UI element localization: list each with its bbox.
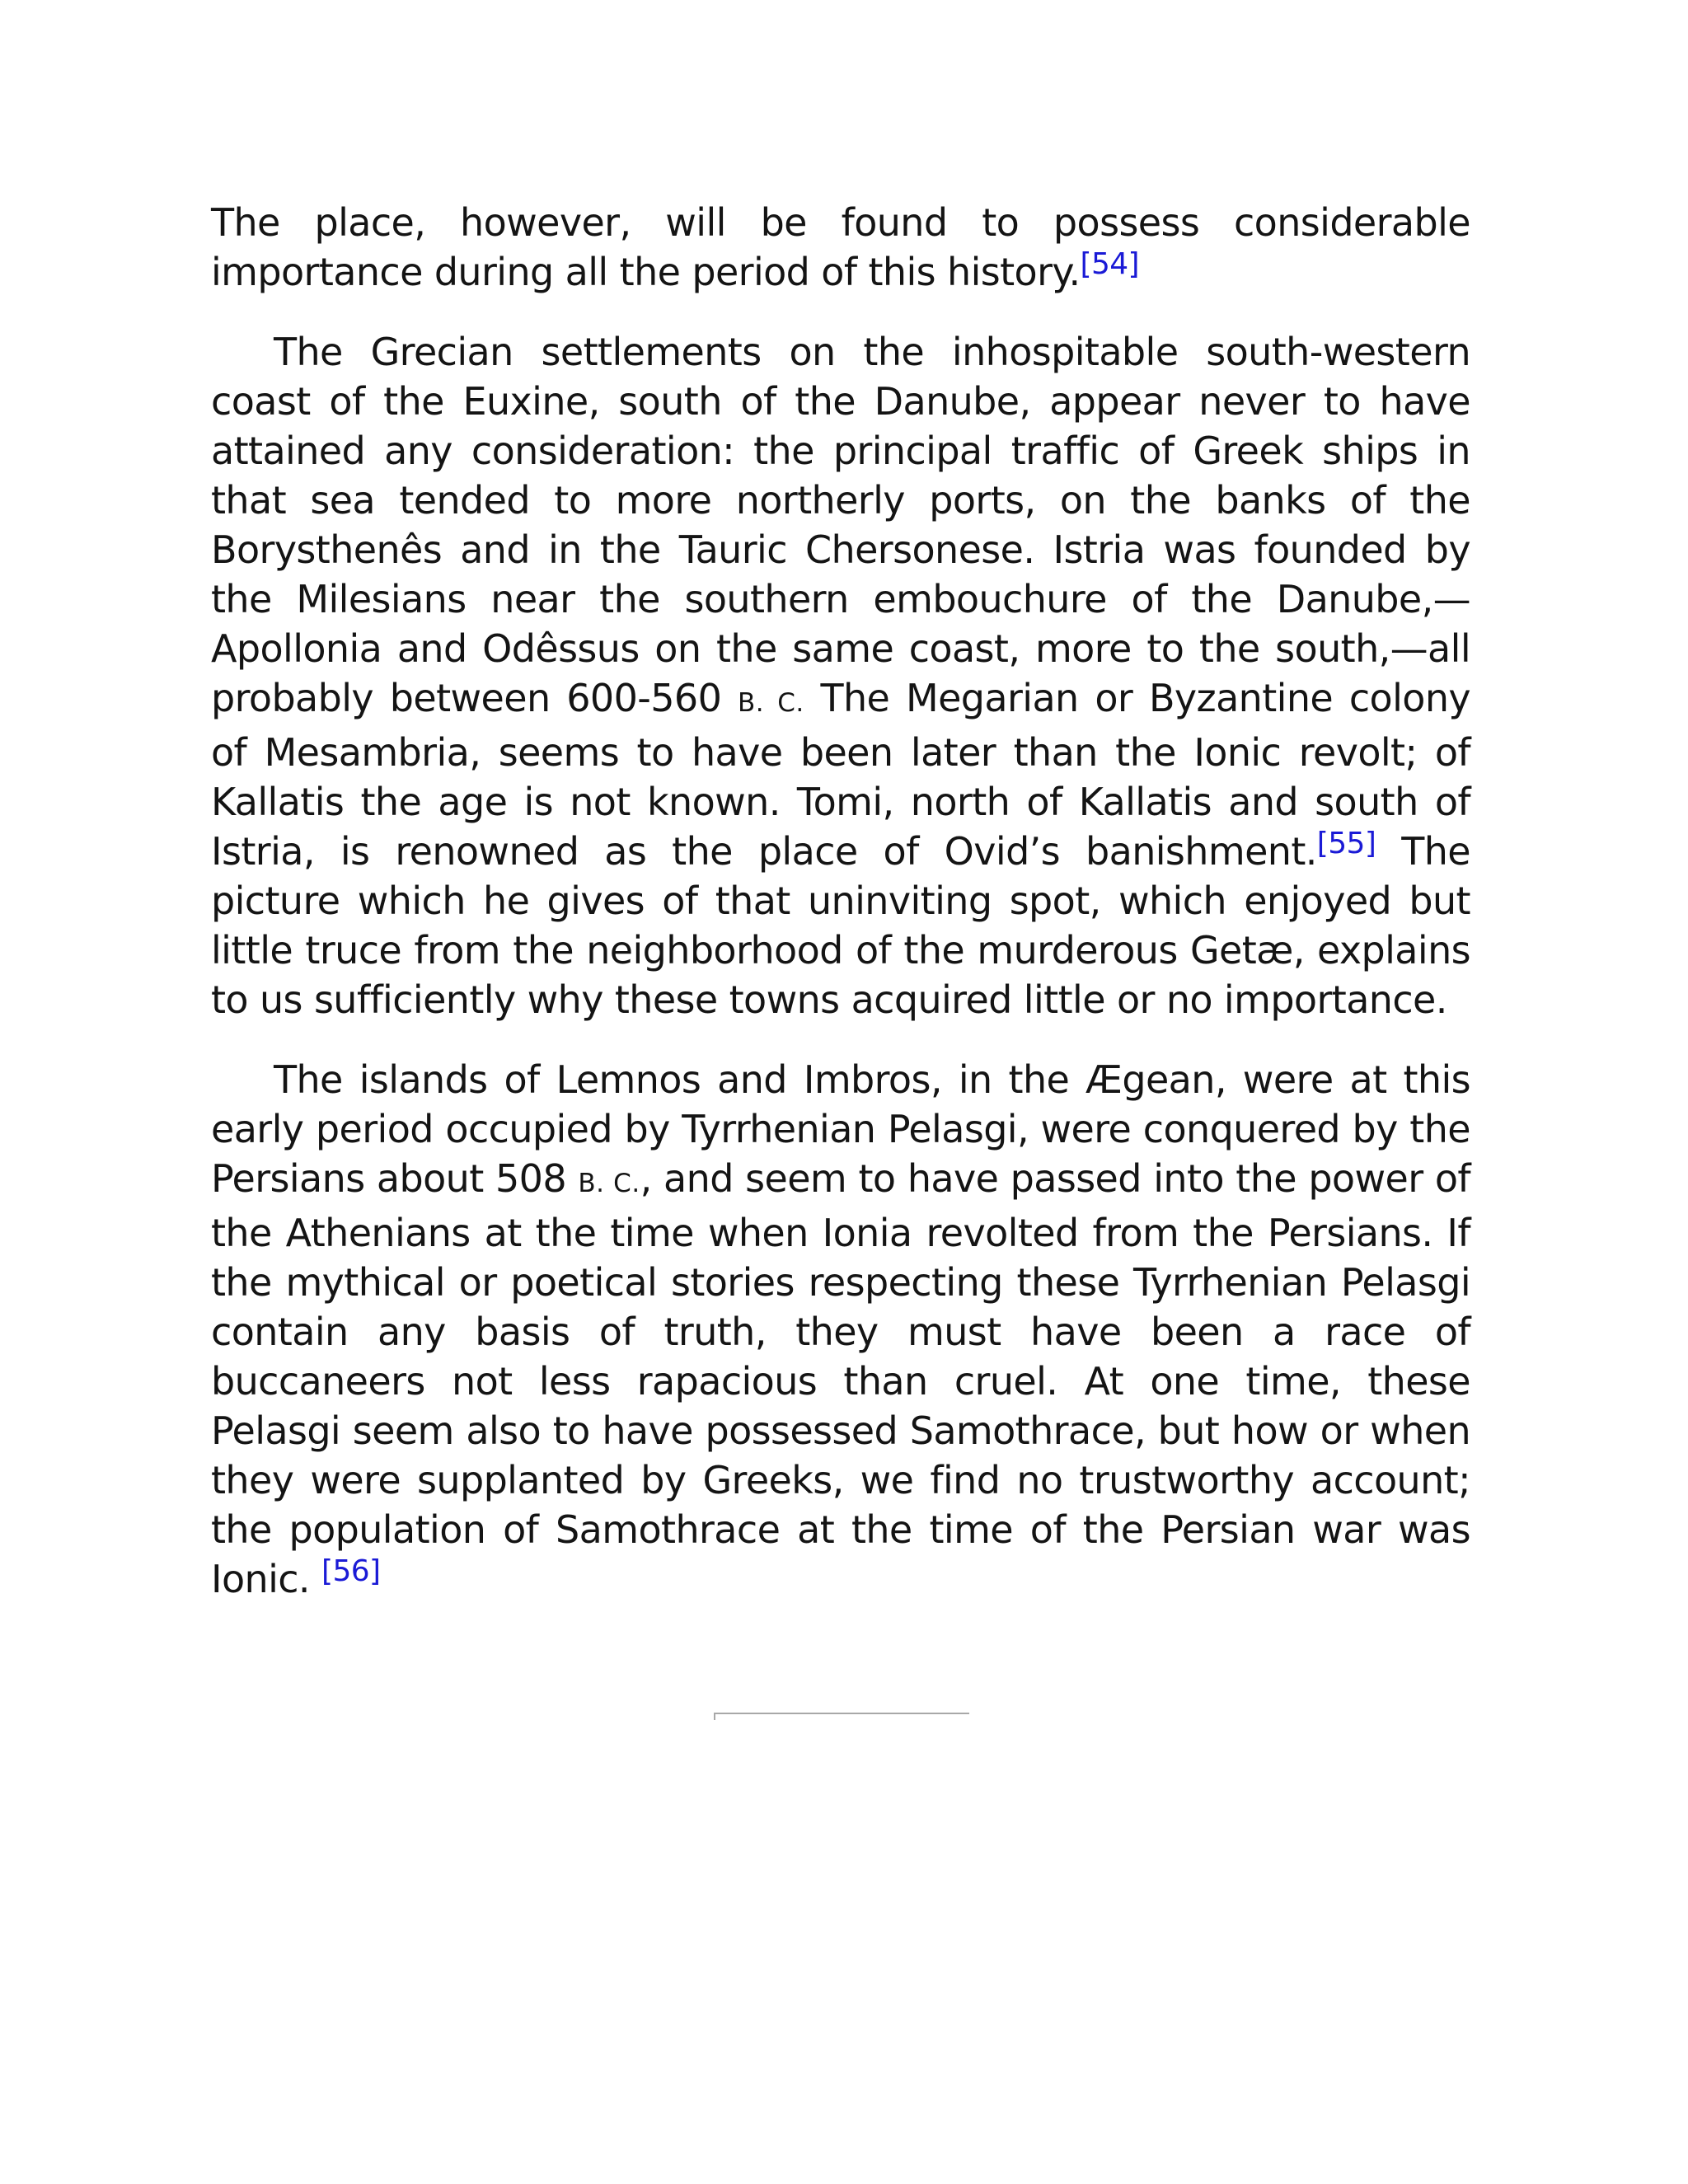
footnote-link-55[interactable]: [55] (1316, 827, 1376, 860)
era-abbreviation: B. C. (578, 1169, 640, 1198)
paragraph-2-text-b: The Megarian or Byzantine colony of Mesambria, seems to have been later than the Ionic revolt; of Kallatis the age is not known. Tomi, north of Kallatis and south of Istria, is renowned as the place of Ovid’s banishment. (211, 676, 1470, 874)
paragraph-2-text-c: The picture which he gives of that uninviting spot, which enjoyed but little truce from the neighborhood of the murderous Getæ, explains to us sufficiently why these towns acquired little or no importance. (211, 829, 1470, 1022)
paragraph-2 (211, 327, 1470, 1024)
era-abbreviation: B. C. (738, 688, 804, 718)
paragraph-1 (211, 198, 1470, 297)
paragraph-1-text: The place, however, will be found to possess considerable importance during all the period of this history. (211, 200, 1470, 294)
footnote-separator-rule (714, 1713, 969, 1714)
paragraph-3-text-a: The islands of Lemnos and Imbros, in the Ægean, were at this early period occupied by Tyrrhenian Pelasgi, were conquered by the Persians about 508 (211, 1057, 1470, 1201)
paragraph-3-text-b: , and seem to have passed into the power of the Athenians at the time when Ionia revolted from the Persians. If the mythical or poetical stories respecting these Tyrrhenian Pelasgi contain any basis of truth, they must have been a race of buccaneers not less rapacious than cruel. At one time, these Pelasgi seem also to have possessed Samothrace, but how or when they were supplanted by Greeks, we find no trustworthy account; the population of Samothrace at the time of the Persian war was Ionic. (211, 1156, 1470, 1601)
footnote-link-56[interactable]: [56] (321, 1554, 381, 1588)
footnote-link-54[interactable]: [54] (1080, 247, 1139, 281)
page-body (211, 198, 1470, 1634)
paragraph-2-text-a: The Grecian settlements on the inhospitable south-western coast of the Euxine, south of the Danube, appear never to have attained any consideration: the principal traffic of Greek ships in that sea tended to more northerly ports, on the banks of the Borysthenês and in the Tauric Chersonese. Istria was founded by the Milesians near the southern embouchure of the Danube,—Apollonia and Odêssus on the same coast, more to the south,—all probably between 600-560 (211, 330, 1470, 720)
paragraph-3 (211, 1055, 1470, 1604)
